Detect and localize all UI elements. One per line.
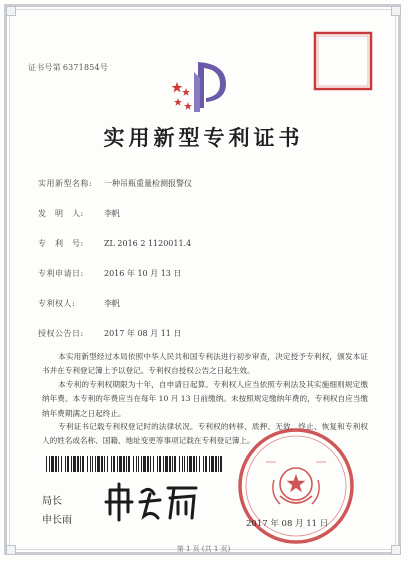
barcode-bar bbox=[138, 456, 139, 472]
page-footer: 第 1 页 (共 1 页) bbox=[176, 545, 231, 553]
paragraph-text: 专利证书记载专利权登记时的法律状况。专利权的转移、质押、无效、终止、恢复和专利权人的姓名或名称、国籍、地址变更等事项记载在专利登记簿上。 bbox=[42, 422, 368, 446]
barcode-bar bbox=[119, 456, 122, 472]
barcode-bar bbox=[123, 456, 125, 472]
barcode-bar bbox=[218, 456, 219, 472]
director-name-label: 申长雨 bbox=[42, 515, 72, 526]
field-value: 李帆 bbox=[104, 299, 120, 308]
certificate-number-value: 6371854 bbox=[62, 63, 100, 72]
barcode-bar bbox=[107, 456, 108, 472]
barcode-bar bbox=[97, 456, 100, 472]
patent-office-emblem-icon bbox=[168, 58, 230, 116]
document-title: 实用新型专利证书 bbox=[103, 125, 304, 150]
barcode-bar bbox=[80, 456, 81, 472]
frame-corner bbox=[6, 6, 16, 16]
field-label: 实用新型名称: bbox=[38, 179, 93, 188]
barcode-bar bbox=[90, 456, 91, 472]
barcode-bar bbox=[215, 456, 217, 472]
director-title-label: 局长 bbox=[42, 496, 62, 507]
barcode-bar bbox=[128, 456, 130, 472]
field-value: 李帆 bbox=[104, 209, 120, 218]
barcode bbox=[46, 456, 224, 472]
field-application-date bbox=[38, 268, 181, 279]
frame-corner bbox=[391, 6, 401, 16]
barcode-bar bbox=[51, 456, 54, 472]
barcode-bar bbox=[220, 456, 222, 472]
barcode-bar bbox=[209, 456, 210, 472]
barcode-bar bbox=[58, 456, 59, 472]
barcode-bar bbox=[77, 456, 79, 472]
barcode-bar bbox=[82, 456, 84, 472]
barcode-bar bbox=[113, 456, 115, 472]
field-label: 专利权人: bbox=[38, 299, 76, 308]
certificate-number bbox=[28, 62, 108, 73]
barcode-bar bbox=[117, 456, 118, 472]
barcode-bar bbox=[73, 456, 76, 472]
certificate-number-suffix: 号 bbox=[99, 63, 109, 72]
field-patentee bbox=[38, 298, 120, 309]
barcode-bar bbox=[159, 456, 161, 472]
barcode-bar bbox=[49, 456, 50, 472]
barcode-bar bbox=[182, 456, 183, 472]
barcode-bar bbox=[203, 456, 204, 472]
paragraph-term bbox=[42, 378, 368, 421]
barcode-bar bbox=[143, 456, 146, 472]
barcode-bar bbox=[165, 456, 168, 472]
field-value: 2017 年 08 月 11 日 bbox=[104, 329, 182, 338]
field-label: 授权公告日: bbox=[38, 329, 84, 338]
barcode-bar bbox=[101, 456, 103, 472]
barcode-bar bbox=[147, 456, 149, 472]
barcode-bar bbox=[136, 456, 137, 472]
barcode-bar bbox=[163, 456, 164, 472]
barcode-bar bbox=[189, 456, 192, 472]
barcode-bar bbox=[196, 456, 197, 472]
barcode-bar bbox=[193, 456, 195, 472]
barcode-bar bbox=[87, 456, 88, 472]
field-value: ZL 2016 2 1120011.4 bbox=[104, 239, 192, 248]
barcode-bar bbox=[71, 456, 72, 472]
field-label: 专利申请日: bbox=[38, 269, 84, 278]
barcode-bar bbox=[95, 456, 96, 472]
barcode-bar bbox=[179, 456, 180, 472]
barcode-bar bbox=[46, 456, 47, 472]
barcode-bar bbox=[92, 456, 93, 472]
field-label: 专 利 号: bbox=[38, 239, 84, 248]
paragraph-text: 本专利的专利权期限为十年，自申请日起算。专利权人应当依照专利法及其实施细则规定缴纳年费。本专利的年费应当在每年 10 月 13 日前缴纳。未按照规定缴纳年费的，专利权自应当缴纳年费期满之日起终止。 bbox=[42, 380, 368, 418]
seal-date: 2017 年 08 月 11 日 bbox=[246, 519, 329, 529]
barcode-bar bbox=[199, 456, 200, 472]
barcode-bar bbox=[205, 456, 207, 472]
barcode-bar bbox=[187, 456, 188, 472]
barcode-bar bbox=[55, 456, 57, 472]
field-utility-model-name bbox=[38, 178, 192, 189]
barcode-bar bbox=[133, 456, 134, 472]
barcode-bar bbox=[211, 456, 214, 472]
barcode-bar bbox=[61, 456, 62, 472]
barcode-bar bbox=[141, 456, 142, 472]
barcode-bar bbox=[174, 456, 176, 472]
barcode-bar bbox=[67, 456, 69, 472]
barcode-bar bbox=[150, 456, 151, 472]
director-signature bbox=[104, 480, 200, 524]
barcode-bar bbox=[111, 456, 112, 472]
certificate-number-label: 证书号第 bbox=[28, 63, 61, 72]
field-value: 一种吊瓶重量检测报警仪 bbox=[104, 179, 192, 188]
barcode-bar bbox=[169, 456, 171, 472]
paragraph-grant bbox=[42, 350, 368, 379]
barcode-bar bbox=[104, 456, 105, 472]
barcode-bar bbox=[153, 456, 154, 472]
field-patent-number bbox=[38, 238, 191, 249]
field-inventor bbox=[38, 208, 120, 219]
barcode-bar bbox=[126, 456, 127, 472]
field-grant-date bbox=[38, 328, 181, 339]
barcode-bar bbox=[157, 456, 158, 472]
barcode-bar bbox=[172, 456, 173, 472]
field-value: 2016 年 10 月 13 日 bbox=[104, 269, 182, 278]
paragraph-text: 本实用新型经过本局依照中华人民共和国专利法进行初步审查，决定授予专利权，颁发本证书并在专利登记簿上予以登记。专利权自授权公告之日起生效。 bbox=[42, 352, 368, 376]
patent-office-seal-small bbox=[312, 30, 374, 92]
barcode-bar bbox=[184, 456, 185, 472]
field-label: 发 明 人: bbox=[38, 209, 84, 218]
barcode-bar bbox=[65, 456, 66, 472]
